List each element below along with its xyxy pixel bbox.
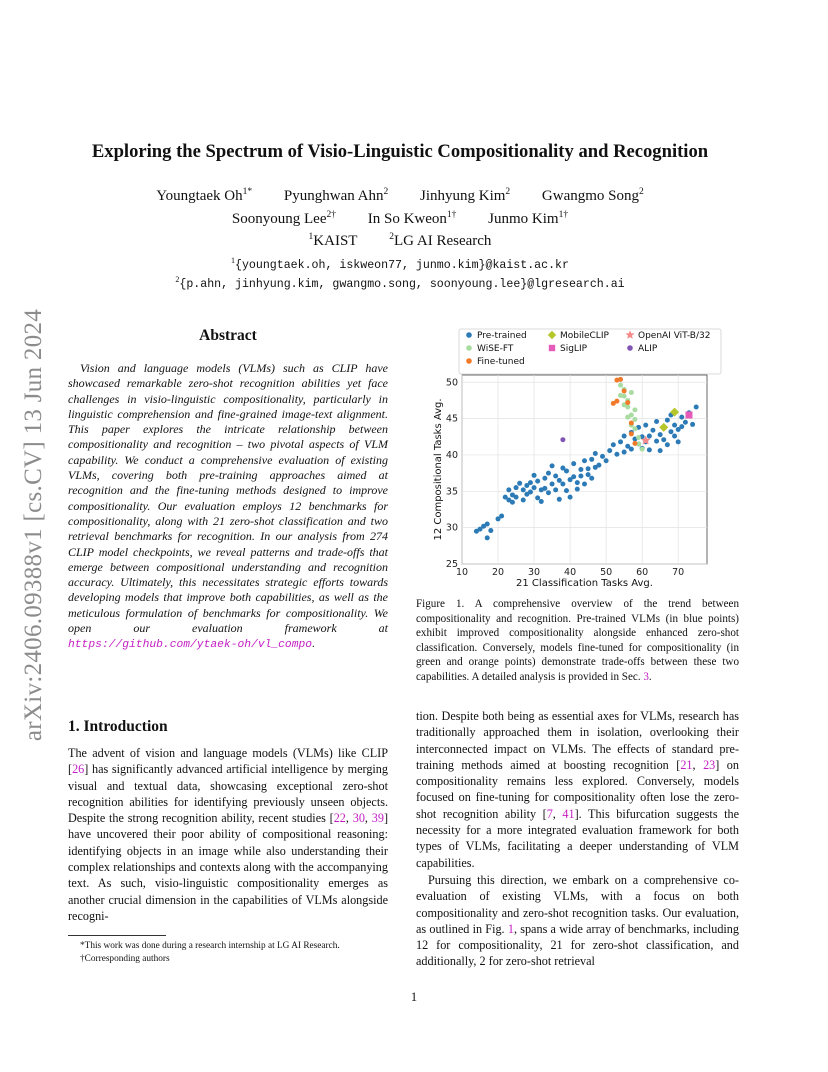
paragraph: Pursuing this direction, we embark on a comprehensive co-evaluation of existing VLMs, with a focus on both compositionality and zero-shot recognition tasks. Our evaluation, as outlined in Fig. 1, spans a wide array of benchmarks, including 12 for compositionality, 21 for zero-shot classification, and additionally, 2 for zero-shot retrieval [416,872,739,969]
legend-marker [466,345,472,351]
y-tick-label: 35 [445,486,458,498]
introduction-paragraph: The advent of vision and language models (VLMs) like CLIP [26] has significantly advanced artificial intelligence by merging visual and textual data, showcasing exceptional zero-shot recognition abilities for identifying previously unseen objects. Despite the strong recognition ability, recent studies [22, 30, 39] have uncovered their poor ability of compositional reasoning: identifying objects in an image while also understanding their complex relationships and contexts along with the accompanying text. As such, visio-linguistic compositionality emerges as another crucial dimension in the capabilities of VLMs alongside recogni- [68,746,389,923]
data-point-fine-tuned [622,388,627,393]
data-point-pre-trained [560,482,565,487]
data-point-wise-ft [618,383,623,388]
data-point-pre-trained [582,482,587,487]
data-point-fine-tuned [625,400,630,405]
data-point-wise-ft [632,417,637,422]
data-point-pre-trained [654,439,659,444]
data-point-pre-trained [622,434,627,439]
data-point-pre-trained [564,488,569,493]
legend-label: OpenAI ViT-B/32 [638,331,711,341]
data-point-pre-trained [535,495,540,500]
data-point-fine-tuned [629,431,634,436]
data-point-pre-trained [582,458,587,463]
figure-1-scatter-chart [425,325,725,590]
data-point-pre-trained [679,424,684,429]
data-point-pre-trained [485,535,490,540]
data-point-siglip [685,411,692,418]
citation-link[interactable]: 23 [703,757,716,772]
data-point-pre-trained [694,404,699,409]
page-number: 1 [410,990,418,1004]
data-point-pre-trained [683,420,688,425]
abstract-heading: Abstract [199,327,257,344]
x-tick-label: 50 [600,567,613,578]
data-point-pre-trained [622,450,627,455]
data-point-wise-ft [629,390,634,395]
data-point-pre-trained [510,500,515,505]
data-point-pre-trained [586,466,591,471]
data-point-pre-trained [488,528,493,533]
data-point-pre-trained [528,480,533,485]
x-tick-label: 40 [564,567,577,578]
data-point-pre-trained [514,495,519,500]
data-point-alip [560,437,565,442]
plot-area [462,375,707,564]
y-tick-label: 40 [445,449,458,461]
citation-link[interactable]: 26 [72,762,85,777]
citation-link[interactable]: 21 [680,757,693,772]
data-point-pre-trained [550,463,555,468]
footnote-divider [68,935,166,936]
data-point-pre-trained [672,434,677,439]
data-point-pre-trained [676,439,681,444]
legend-marker [549,345,555,351]
legend-label: Fine-tuned [477,357,525,367]
author: Gwangmo Song$^2$ [541,187,644,204]
data-point-pre-trained [611,442,616,447]
legend-marker [466,332,472,338]
data-point-pre-trained [596,463,601,468]
data-point-wise-ft [618,393,623,398]
data-point-pre-trained [539,499,544,504]
data-point-pre-trained [647,434,652,439]
paragraph: tion. Despite both being as essential axes for VLMs, research has traditionally approached them in isolation, overlooking their interconnected impact on VLMs. The effects of standard pre-training methods aimed at boosting recognition [21, 23] on compositionality remains less explored. Conversely, models focused on fine-tuning for compositionality often lose the zero-shot recognition ability [7, 41]. This bifurcation suggests the necessity for a more integrated evaluation framework for both types of VLMs, facilitating a deeper understanding of VLM capabilities. [416,709,740,870]
data-point-pre-trained [658,448,663,453]
y-tick-label: 45 [445,413,458,425]
y-tick-label: 25 [445,559,458,570]
data-point-pre-trained [586,472,591,477]
data-point-pre-trained [654,419,659,424]
footnotes [68,940,398,965]
legend-label: Pre-trained [477,331,527,341]
data-point-pre-trained [618,439,623,444]
data-point-pre-trained [571,474,576,479]
data-point-pre-trained [593,451,598,456]
affiliation: $^2$LG AI Research [389,232,492,249]
footnote-corresponding: †Corresponding authors [80,953,170,964]
author-list-row-2 [60,210,740,228]
x-tick-label: 30 [528,567,541,578]
data-point-pre-trained [542,476,547,481]
section-ref-link[interactable]: 3 [643,670,649,683]
email-line-lg: $^2${p.ahn, jinhyung.kim, gwangmo.song, soonyoung.lee}@lgresearch.ai [175,275,625,291]
x-tick-label: 20 [491,567,505,578]
data-point-pre-trained [521,487,526,492]
affiliations [60,232,740,250]
citation-link[interactable]: 7 [546,806,553,821]
github-link[interactable]: https://github.com/ytaek-oh/vl_compo [68,639,313,652]
data-point-pre-trained [532,473,537,478]
data-point-pre-trained [607,448,612,453]
data-point-pre-trained [578,467,583,472]
data-point-fine-tuned [632,441,637,446]
data-point-pre-trained [506,487,511,492]
legend-label: MobileCLIP [560,331,609,341]
paper-title: Exploring the Spectrum of Visio-Linguistic Compositionality and Recognition [91,141,709,162]
abstract-body: Vision and language models (VLMs) such as CLIP have showcased remarkable zero-shot recognition abilities yet face challenges in visio-linguistic compositionality, particularly in linguistic comprehension and fine-grained image-text alignment. This paper explores the intricate relationship between compositionality and recognition – two pivotal aspects of VLM capability. We conduct a comprehensive evaluation of existing VLMs, covering both pre-training approaches aimed at recognition and the fine-tuning methods designed to improve compositionality. Our evaluation employs 12 benchmarks for compositionality, along with 21 zero-shot classification and two retrieval benchmarks for recognition. In our analysis from 274 CLIP model checkpoints, we reveal patterns and trade-offs that emerge between compositional understanding and recognition accuracy. Ultimately, this necessitates strategic efforts towards developing models that improve both capabilities, as well as the meticulous formulation of benchmarks for compositionality. We open our evaluation framework at https://github.com/ytaek-oh/vl_compo. [68,361,388,652]
data-point-fine-tuned [629,420,634,425]
data-point-pre-trained [571,461,576,466]
data-point-pre-trained [600,454,605,459]
data-point-pre-trained [658,432,663,437]
data-point-pre-trained [647,447,652,452]
data-point-pre-trained [665,418,670,423]
data-point-pre-trained [517,481,522,486]
legend-label: ALIP [638,344,658,354]
email-line-kaist: $^1${youngtaek.oh, iskweon77, junmo.kim}@kaist.ac.kr [231,256,569,272]
data-point-pre-trained [532,485,537,490]
citation-link[interactable]: 39 [371,811,384,826]
figure-ref-link[interactable]: 1 [507,921,514,936]
data-point-pre-trained [578,474,583,479]
data-point-pre-trained [679,415,684,420]
x-tick-label: 10 [455,567,469,578]
data-point-wise-ft [636,435,641,440]
legend-marker [466,358,472,364]
legend-label: SigLIP [560,344,588,354]
author: Jinhyung Kim$^2$ [419,187,511,204]
data-point-pre-trained [661,437,666,442]
data-point-pre-trained [514,485,519,490]
citation-link[interactable]: 22 [333,811,346,826]
data-point-wise-ft [625,415,630,420]
data-point-pre-trained [643,423,648,428]
data-point-pre-trained [521,498,526,503]
arxiv-stamp [17,290,51,760]
y-tick-label: 50 [445,377,458,389]
data-point-pre-trained [672,423,677,428]
data-point-pre-trained [546,471,551,476]
data-point-pre-trained [564,468,569,473]
y-axis-label: 12 Compositional Tasks Avg. [433,398,444,541]
data-point-wise-ft [632,407,637,412]
author: Soonyoung Lee$^{2\dagger}$ [231,210,336,227]
legend-marker [627,345,633,351]
data-point-pre-trained [542,486,547,491]
data-point-pre-trained [528,490,533,495]
footnote-internship: *This work was done during a research internship at LG AI Research. [80,941,340,951]
figure-1-caption: Figure 1. A comprehensive overview of the trend between compositionality and recognition. Pre-trained VLMs (in blue points) exhibit improved compositionality alongside enhanced zero-shot classification. Conversely, models fine-tuned for compositionality (in green and orange points) demonstrate trade-offs between these two capabilities. A detailed analysis is provided in Sec. 3. [416,598,739,683]
data-point-pre-trained [665,442,670,447]
data-point-pre-trained [546,490,551,495]
author: Junmo Kim$^{1\dagger}$ [488,210,569,227]
y-tick-label: 30 [445,522,458,534]
data-point-pre-trained [499,514,504,519]
data-point-wise-ft [632,426,637,431]
data-point-pre-trained [575,487,580,492]
x-tick-label: 60 [636,567,649,578]
data-point-pre-trained [614,452,619,457]
data-point-pre-trained [550,482,555,487]
data-point-pre-trained [690,422,695,427]
data-point-wise-ft [640,447,645,452]
affiliation: $^1$KAIST [308,232,358,249]
x-tick-label: 70 [672,567,685,578]
citation-link[interactable]: 30 [352,811,365,826]
data-point-pre-trained [557,478,562,483]
data-point-pre-trained [485,522,490,527]
section-heading-introduction: 1. Introduction [68,718,168,735]
x-axis-label: 21 Classification Tasks Avg. [516,578,653,589]
author: In So Kweon$^{1\dagger}$ [367,210,457,227]
right-column-text [416,708,739,970]
data-point-pre-trained [589,457,594,462]
data-point-pre-trained [553,487,558,492]
author: Pyunghwan Ahn$^2$ [283,187,389,204]
data-point-pre-trained [629,447,634,452]
data-point-pre-trained [535,479,540,484]
data-point-pre-trained [568,495,573,500]
arxiv-id-text: arXiv:2406.09388v1 [cs.CV] 13 Jun 2024 [20,308,48,742]
data-point-fine-tuned [614,399,619,404]
data-point-pre-trained [668,429,673,434]
citation-link[interactable]: 41 [562,806,575,821]
data-point-fine-tuned [618,377,623,382]
data-point-pre-trained [575,480,580,485]
author-list-row-1 [60,187,740,205]
data-point-pre-trained [553,474,558,479]
author: Youngtaek $Oh^{1*}$ [156,187,253,204]
data-point-pre-trained [604,458,609,463]
data-point-pre-trained [589,476,594,481]
data-point-pre-trained [650,428,655,433]
scatter-plot-svg [425,325,725,590]
legend-label: WiSE-FT [477,344,514,354]
data-point-pre-trained [557,497,562,502]
